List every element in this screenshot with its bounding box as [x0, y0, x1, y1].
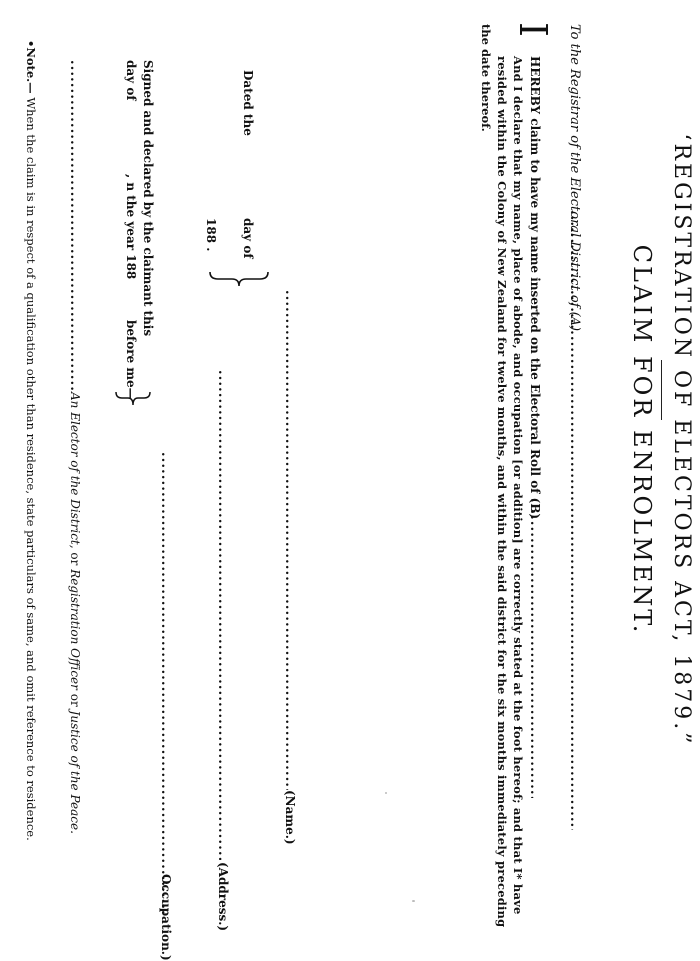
occupation-blank	[158, 452, 173, 917]
before-me: before me—	[124, 320, 138, 400]
occupation-label: Occupation.)	[159, 874, 173, 961]
right-brace-icon	[114, 390, 152, 408]
claim-line-4: the date thereof.	[479, 24, 493, 132]
witness-or-2: or	[68, 693, 82, 707]
note-text: When the claim is in respect of a qualification other than residence, state particulars of same, and omit reference to residence.	[24, 97, 38, 841]
dated-day-of: day of	[241, 218, 255, 259]
name-blank	[282, 290, 297, 790]
note-label: •Note.—	[24, 40, 38, 94]
signed-line-1: Signed and declared by the claimant this	[141, 60, 155, 337]
district-blank	[567, 210, 582, 830]
witness-elector: Elector of the District,	[68, 412, 82, 549]
addressee-text: To the Registrar of the Electoral District of (A)	[567, 24, 582, 332]
witness-registration-officer: Registration Officer	[68, 569, 82, 690]
address-label: (Address.)	[216, 862, 230, 932]
title-rule	[661, 360, 662, 420]
scan-speck	[385, 792, 387, 794]
name-label: (Name.)	[283, 790, 297, 845]
footnote	[24, 40, 38, 841]
witness-prefix: An	[68, 392, 82, 409]
witness-designation	[68, 392, 82, 834]
scan-speck	[412, 900, 415, 902]
signed-year: , n the year 188	[124, 174, 138, 280]
witness-or-1: or	[68, 552, 82, 566]
form-title: CLAIM FOR ENROLMENT.	[628, 244, 656, 636]
electoral-roll-blank	[527, 498, 542, 798]
claim-line-2: And I declare that my name, place of abode, and occupation [or addition] are correctly stated at the foot hereof; and that I* have	[511, 56, 525, 915]
dated-year: 188 .	[204, 218, 218, 252]
right-brace-icon	[208, 270, 270, 288]
dated-label: Dated the	[241, 70, 255, 136]
signed-day-of: day of	[124, 60, 138, 101]
witness-signature-blank	[67, 60, 82, 390]
drop-cap: I	[511, 22, 555, 38]
address-blank	[215, 370, 230, 860]
claim-line-1: HEREBY claim to have my name inserted on the Electoral Roll of (B)	[528, 56, 542, 520]
act-title: ‘REGISTRATION OF ELECTORS ACT, 1879.”	[669, 133, 694, 747]
witness-justice: Justice of the Peace.	[68, 710, 82, 834]
claim-line-3: resided within the Colony of New Zealand for twelve months, and within the said district for the six months immediately preceding	[495, 56, 509, 928]
